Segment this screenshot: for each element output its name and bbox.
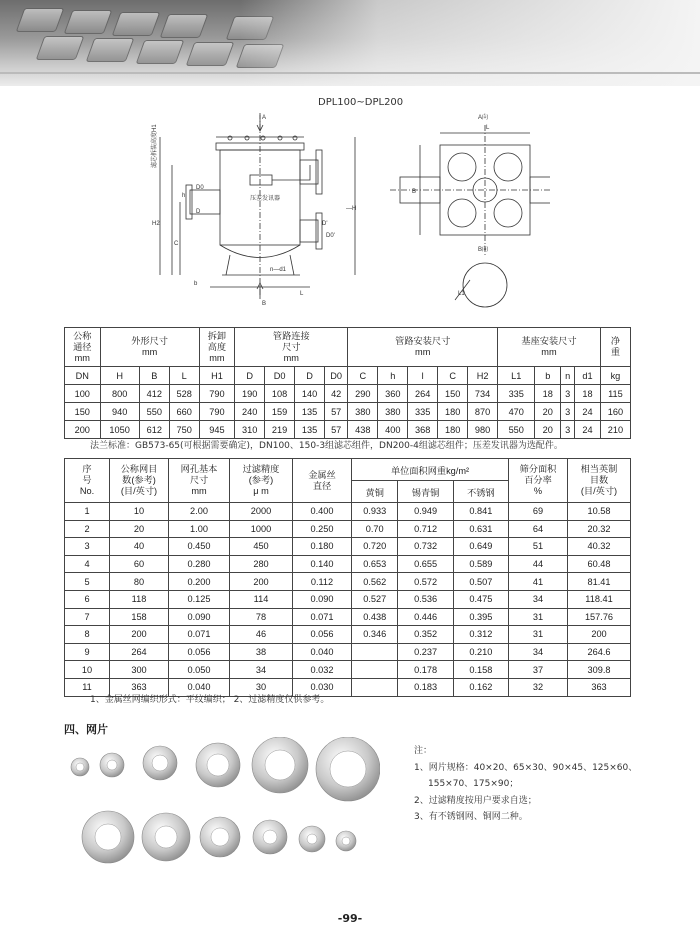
- mesh-cell: 0.040: [169, 678, 230, 696]
- svg-text:B向: B向: [478, 247, 489, 253]
- mesh-cell: 200: [230, 573, 293, 591]
- svg-text:H2: H2: [152, 221, 160, 227]
- spec-header-outline: 外形尺寸 mm: [100, 328, 199, 367]
- mesh-cell: 0.536: [398, 590, 453, 608]
- mesh-cell: 40.32: [568, 538, 631, 556]
- spec-body: [65, 385, 631, 439]
- notes-item-1: 1、网片规格：40×20、65×30、90×45、125×60、: [414, 762, 638, 773]
- svg-text:A: A: [262, 115, 267, 121]
- spec-cell: 57: [325, 403, 348, 421]
- spec-column-header: l: [408, 367, 438, 385]
- mesh-body: [65, 503, 631, 697]
- mesh-cell: 0.040: [293, 643, 352, 661]
- mesh-cell: 11: [65, 678, 110, 696]
- mesh-row: [65, 573, 631, 591]
- mesh-row: [65, 503, 631, 521]
- spec-cell: 18: [535, 385, 561, 403]
- svg-text:D0': D0': [326, 233, 335, 239]
- notes-head: 注：: [414, 746, 433, 756]
- mesh-cell: 34: [509, 590, 568, 608]
- spec-cell: 528: [169, 385, 199, 403]
- mesh-cell: 78: [230, 608, 293, 626]
- mesh-row: [65, 626, 631, 644]
- spec-cell: 660: [169, 403, 199, 421]
- spec-column-header: H2: [468, 367, 498, 385]
- spec-cell: 115: [600, 385, 630, 403]
- spec-cell: 150: [438, 385, 468, 403]
- spec-cell: 800: [100, 385, 139, 403]
- mesh-cell: 0.450: [169, 538, 230, 556]
- mesh-cell: 0.183: [398, 678, 453, 696]
- mesh-cell: 0.649: [453, 538, 508, 556]
- mesh-cell: 0.653: [352, 555, 398, 573]
- mesh-cell: 20: [110, 520, 169, 538]
- mesh-row: [65, 538, 631, 556]
- spec-row: [65, 421, 631, 439]
- mesh-cell: 0.056: [293, 626, 352, 644]
- mesh-header-weight-group: 单位面积网重kg/m²: [352, 459, 509, 481]
- mesh-cell: 40: [110, 538, 169, 556]
- mesh-cell: 1: [65, 503, 110, 521]
- mesh-cell: [352, 678, 398, 696]
- mesh-cell: 0.180: [293, 538, 352, 556]
- spec-header-row: [65, 328, 631, 367]
- spec-column-header: B: [139, 367, 169, 385]
- mesh-cell: 0.507: [453, 573, 508, 591]
- spec-header-removal: 拆卸 高度 mm: [199, 328, 235, 367]
- mesh-cell: 4: [65, 555, 110, 573]
- spec-cell: 159: [265, 403, 295, 421]
- mesh-cell: 0.352: [398, 626, 453, 644]
- mesh-cell: 0.312: [453, 626, 508, 644]
- mesh-cell: 32: [509, 678, 568, 696]
- mesh-cell: 0.250: [293, 520, 352, 538]
- spec-cell: 550: [139, 403, 169, 421]
- spec-cell: 412: [139, 385, 169, 403]
- spec-cell: 470: [498, 403, 535, 421]
- header-banner: [0, 0, 700, 86]
- mesh-cell: 0.949: [398, 503, 453, 521]
- spec-table: [64, 327, 631, 439]
- mesh-cell: 0.732: [398, 538, 453, 556]
- spec-cell: 870: [468, 403, 498, 421]
- spec-cell: 135: [295, 421, 325, 439]
- mesh-row: [65, 520, 631, 538]
- mesh-note: 1、金属丝网编织形式：平纹编织； 2、过滤精度仅供参考。: [90, 695, 330, 705]
- mesh-cell: [352, 661, 398, 679]
- mesh-cell: 264.6: [568, 643, 631, 661]
- svg-text:D': D': [322, 221, 328, 227]
- spec-row: [65, 403, 631, 421]
- mesh-cell: 0.70: [352, 520, 398, 538]
- spec-cell: 940: [100, 403, 139, 421]
- spec-cell: 18: [575, 385, 601, 403]
- mesh-cell: 37: [509, 661, 568, 679]
- mesh-row: [65, 555, 631, 573]
- mesh-cell: 363: [568, 678, 631, 696]
- mesh-cell: 280: [230, 555, 293, 573]
- mesh-cell: 309.8: [568, 661, 631, 679]
- mesh-cell: 51: [509, 538, 568, 556]
- mesh-cell: 0.280: [169, 555, 230, 573]
- mesh-cell: 60.48: [568, 555, 631, 573]
- top-view: [390, 125, 550, 307]
- mesh-cell: [352, 643, 398, 661]
- mesh-cell: 0.589: [453, 555, 508, 573]
- spec-cell: 180: [438, 403, 468, 421]
- spec-cell: 200: [65, 421, 101, 439]
- mesh-cell: 300: [110, 661, 169, 679]
- mesh-header-no: 序 号 No.: [65, 459, 110, 503]
- spec-cell: 750: [169, 421, 199, 439]
- spec-column-header: D: [295, 367, 325, 385]
- mesh-header-equiv: 相当英制 目数 (目/英寸): [568, 459, 631, 503]
- mesh-cell: 450: [230, 538, 293, 556]
- spec-cell: 3: [561, 421, 575, 439]
- mesh-cell: 2: [65, 520, 110, 538]
- mesh-row: [65, 643, 631, 661]
- svg-text:滤芯拆装高度H1: 滤芯拆装高度H1: [152, 124, 158, 168]
- svg-text:L1: L1: [458, 291, 465, 297]
- mesh-cell: 9: [65, 643, 110, 661]
- mesh-cell: 264: [110, 643, 169, 661]
- mesh-cell: 0.200: [169, 573, 230, 591]
- spec-cell: 290: [348, 385, 378, 403]
- mesh-cell: 2000: [230, 503, 293, 521]
- front-view: [160, 113, 355, 299]
- mesh-cell: 158: [110, 608, 169, 626]
- mesh-row: [65, 608, 631, 626]
- mesh-header-aperture: 网孔基本 尺寸 mm: [169, 459, 230, 503]
- spec-column-header: L1: [498, 367, 535, 385]
- spec-cell: 108: [265, 385, 295, 403]
- svg-text:C: C: [174, 241, 179, 247]
- mesh-cell: 0.400: [293, 503, 352, 521]
- spec-column-header: L: [169, 367, 199, 385]
- svg-text:b: b: [194, 281, 198, 287]
- section-title: 四、网片: [64, 723, 108, 736]
- mesh-cell: 44: [509, 555, 568, 573]
- mesh-cell: 0.572: [398, 573, 453, 591]
- mesh-cell: 157.76: [568, 608, 631, 626]
- spec-cell: 24: [575, 403, 601, 421]
- notes-item-2: 2、过滤精度按用户要求自选；: [414, 795, 537, 806]
- mesh-cell: 64: [509, 520, 568, 538]
- svg-text:—H: —H: [346, 206, 357, 212]
- spec-note: 法兰标准：GB573-65(可根据需要确定)，DN100、150-3组滤芯组件，DN200-4组滤芯组件；压差发讯器为选配件。: [90, 441, 563, 451]
- mesh-cell: 0.032: [293, 661, 352, 679]
- mesh-cell: 46: [230, 626, 293, 644]
- mesh-cell: 118: [110, 590, 169, 608]
- mesh-cell: 0.030: [293, 678, 352, 696]
- mesh-header-open-area: 筛分面积 百分率 %: [509, 459, 568, 503]
- mesh-row: [65, 661, 631, 679]
- mesh-header-wire: 金属丝 直径: [293, 459, 352, 503]
- mesh-cell: 6: [65, 590, 110, 608]
- notes-item-3: 3、有不锈钢网、铜网二种。: [414, 812, 528, 822]
- mesh-header-row: [65, 459, 631, 481]
- mesh-cell: 0.346: [352, 626, 398, 644]
- mesh-cell: 0.527: [352, 590, 398, 608]
- mesh-cell: 60: [110, 555, 169, 573]
- mesh-cell: 0.112: [293, 573, 352, 591]
- spec-column-header: kg: [600, 367, 630, 385]
- mesh-cell: 10: [65, 661, 110, 679]
- front-view-labels: [150, 115, 356, 307]
- spec-header-weight: 净 重: [600, 328, 630, 367]
- mesh-cell: 0.125: [169, 590, 230, 608]
- spec-cell: 335: [408, 403, 438, 421]
- spec-cell: 612: [139, 421, 169, 439]
- spec-cell: 335: [498, 385, 535, 403]
- mesh-cell: 363: [110, 678, 169, 696]
- mesh-cell: 3: [65, 538, 110, 556]
- mesh-header-stainless: 不锈钢: [453, 481, 508, 503]
- mesh-cell: 0.090: [293, 590, 352, 608]
- spec-cell: 3: [561, 385, 575, 403]
- mesh-cell: 1.00: [169, 520, 230, 538]
- spec-column-header: H: [100, 367, 139, 385]
- mesh-cell: 0.933: [352, 503, 398, 521]
- spec-column-header: C: [438, 367, 468, 385]
- svg-text:A向: A向: [478, 115, 489, 121]
- spec-cell: 24: [575, 421, 601, 439]
- svg-text:L: L: [300, 291, 304, 297]
- spec-cell: 42: [325, 385, 348, 403]
- mesh-cell: 2.00: [169, 503, 230, 521]
- spec-cell: 400: [378, 421, 408, 439]
- mesh-cell: 200: [110, 626, 169, 644]
- mesh-cell: 31: [509, 608, 568, 626]
- spec-header-pipe-install: 管路安装尺寸 mm: [348, 328, 498, 367]
- spec-header-base: 基座安装尺寸 mm: [498, 328, 601, 367]
- spec-cell: 790: [199, 403, 235, 421]
- mesh-cell: 0.056: [169, 643, 230, 661]
- mesh-cell: 0.475: [453, 590, 508, 608]
- mesh-cell: 34: [509, 643, 568, 661]
- mesh-cell: 69: [509, 503, 568, 521]
- spec-column-header: D0: [325, 367, 348, 385]
- svg-text:L: L: [486, 125, 490, 131]
- mesh-cell: 118.41: [568, 590, 631, 608]
- mesh-header-precision: 过滤精度 (参考) μ m: [230, 459, 293, 503]
- mesh-cell: 0.446: [398, 608, 453, 626]
- mesh-cell: 114: [230, 590, 293, 608]
- mesh-cell: 0.841: [453, 503, 508, 521]
- mesh-table: [64, 458, 631, 697]
- spec-cell: 150: [65, 403, 101, 421]
- mesh-cell: 0.562: [352, 573, 398, 591]
- mesh-header-brass: 黄铜: [352, 481, 398, 503]
- page-number: -99-: [337, 912, 363, 925]
- spec-cell: 240: [235, 403, 265, 421]
- spec-cell: 140: [295, 385, 325, 403]
- spec-cell: 980: [468, 421, 498, 439]
- spec-column-row: [65, 367, 631, 385]
- spec-cell: 310: [235, 421, 265, 439]
- mesh-cell: 0.395: [453, 608, 508, 626]
- mesh-cell: 0.071: [169, 626, 230, 644]
- mesh-cell: 0.050: [169, 661, 230, 679]
- spec-cell: 219: [265, 421, 295, 439]
- mesh-cell: 38: [230, 643, 293, 661]
- spec-cell: 20: [535, 403, 561, 421]
- svg-text:B: B: [262, 301, 267, 307]
- spec-row: [65, 385, 631, 403]
- spec-cell: 380: [348, 403, 378, 421]
- spec-column-header: h: [378, 367, 408, 385]
- mesh-cell: 0.210: [453, 643, 508, 661]
- spec-column-header: C: [348, 367, 378, 385]
- spec-cell: 20: [535, 421, 561, 439]
- mesh-cell: 0.631: [453, 520, 508, 538]
- spec-cell: 264: [408, 385, 438, 403]
- mesh-disc-illustration: [60, 737, 380, 897]
- mesh-cell: 1000: [230, 520, 293, 538]
- spec-cell: 190: [235, 385, 265, 403]
- spec-cell: 380: [378, 403, 408, 421]
- notes-item-1-cont: 155×70、175×90；: [428, 779, 519, 789]
- mesh-cell: 80: [110, 573, 169, 591]
- figure-title: DPL100~DPL200: [318, 97, 404, 108]
- mesh-cell: 30: [230, 678, 293, 696]
- spec-cell: 210: [600, 421, 630, 439]
- technical-drawing: [150, 105, 550, 315]
- mesh-cell: 81.41: [568, 573, 631, 591]
- spec-cell: 438: [348, 421, 378, 439]
- spec-cell: 180: [438, 421, 468, 439]
- spec-header-dn: 公称 通径 mm: [65, 328, 101, 367]
- mesh-cell: 0.712: [398, 520, 453, 538]
- spec-cell: 360: [378, 385, 408, 403]
- spec-column-header: n: [561, 367, 575, 385]
- spec-column-header: d1: [575, 367, 601, 385]
- mesh-cell: 20.32: [568, 520, 631, 538]
- spec-cell: 160: [600, 403, 630, 421]
- mesh-cell: 10.58: [568, 503, 631, 521]
- svg-text:h: h: [182, 193, 186, 199]
- mesh-cell: 0.162: [453, 678, 508, 696]
- mesh-cell: 5: [65, 573, 110, 591]
- notes-block: [414, 743, 637, 826]
- mesh-cell: 0.237: [398, 643, 453, 661]
- mesh-cell: 31: [509, 626, 568, 644]
- spec-column-header: b: [535, 367, 561, 385]
- mesh-row: [65, 590, 631, 608]
- spec-column-header: D: [235, 367, 265, 385]
- spec-cell: 135: [295, 403, 325, 421]
- mesh-header-tin-bronze: 锡青铜: [398, 481, 453, 503]
- spec-cell: 57: [325, 421, 348, 439]
- mesh-cell: 0.140: [293, 555, 352, 573]
- mesh-cell: 10: [110, 503, 169, 521]
- svg-text:B: B: [412, 189, 417, 195]
- spec-cell: 1050: [100, 421, 139, 439]
- spec-header-pipe-conn: 管路连接 尺寸 mm: [235, 328, 348, 367]
- mesh-cell: 0.178: [398, 661, 453, 679]
- mesh-cell: 7: [65, 608, 110, 626]
- spec-column-header: D0: [265, 367, 295, 385]
- spec-column-header: DN: [65, 367, 101, 385]
- spec-cell: 734: [468, 385, 498, 403]
- svg-text:压差发讯器: 压差发讯器: [250, 196, 281, 202]
- spec-cell: 790: [199, 385, 235, 403]
- svg-text:D: D: [196, 209, 201, 215]
- spec-cell: 550: [498, 421, 535, 439]
- mesh-header-mesh: 公称网目 数(参考) (目/英寸): [110, 459, 169, 503]
- mesh-cell: 0.720: [352, 538, 398, 556]
- mesh-cell: 34: [230, 661, 293, 679]
- mesh-cell: 0.438: [352, 608, 398, 626]
- mesh-cell: 41: [509, 573, 568, 591]
- mesh-cell: 0.090: [169, 608, 230, 626]
- mesh-cell: 200: [568, 626, 631, 644]
- mesh-cell: 8: [65, 626, 110, 644]
- spec-cell: 368: [408, 421, 438, 439]
- svg-text:D0: D0: [196, 185, 204, 191]
- mesh-cell: 0.071: [293, 608, 352, 626]
- mesh-cell: 0.655: [398, 555, 453, 573]
- mesh-cell: 0.158: [453, 661, 508, 679]
- spec-cell: 100: [65, 385, 101, 403]
- spec-column-header: H1: [199, 367, 235, 385]
- spec-cell: 945: [199, 421, 235, 439]
- svg-text:n—d1: n—d1: [270, 267, 287, 273]
- spec-cell: 3: [561, 403, 575, 421]
